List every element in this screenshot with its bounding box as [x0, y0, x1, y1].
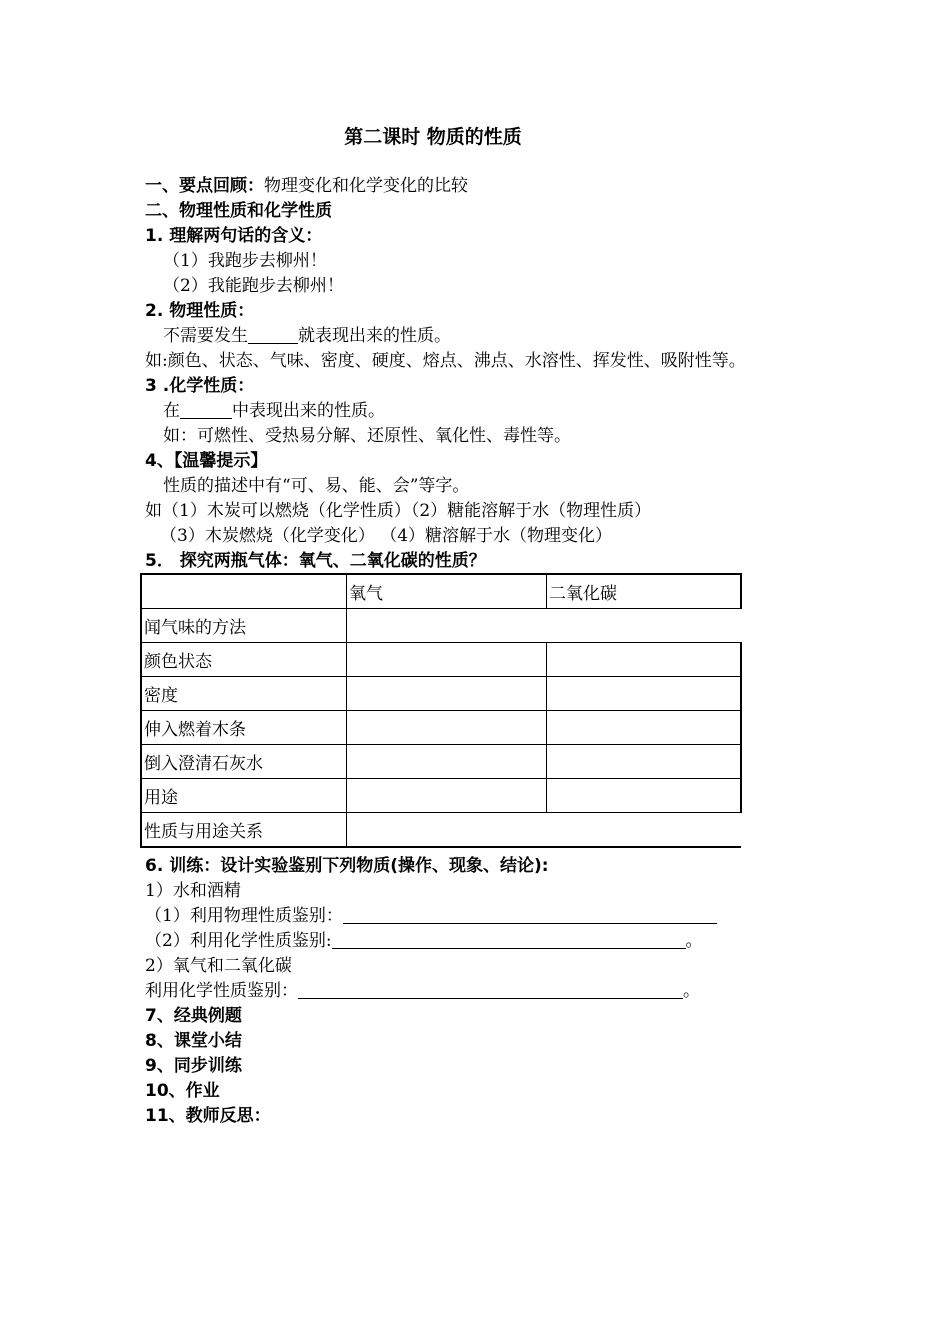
answer-blank-1b[interactable]: [332, 930, 686, 949]
table-row-label: 用途: [141, 779, 347, 813]
table-cell[interactable]: [347, 609, 742, 643]
table-row: [141, 711, 741, 745]
table-cell[interactable]: [547, 643, 742, 677]
question-2: 2）氧气和二氧化碳: [145, 956, 292, 976]
table-row-label: 伸入燃着木条: [141, 711, 347, 745]
table-cell[interactable]: [347, 813, 742, 848]
table-row: [141, 677, 741, 711]
section-properties-heading: 二、物理性质和化学性质: [145, 201, 332, 221]
physical-blank[interactable]: [248, 325, 298, 344]
table-row: [141, 745, 741, 779]
page-title: 第二课时 物质的性质: [344, 126, 522, 148]
section-review: [145, 174, 468, 199]
section-examples: 7、经典例题: [145, 1006, 242, 1026]
chemical-examples: 如：可燃性、受热易分解、还原性、氧化性、毒性等。: [163, 426, 571, 446]
physical-definition-after: 就表现出来的性质。: [298, 326, 451, 346]
question-1b-label: （2）利用化学性质鉴别:: [145, 931, 332, 951]
table-cell[interactable]: [347, 643, 547, 677]
subsection-5-heading: 5． 探究两瓶气体：氧气、二氧化碳的性质？: [145, 551, 486, 571]
question-2a: [145, 979, 700, 1004]
end-mark: 。: [685, 931, 703, 951]
table-cell[interactable]: [347, 779, 547, 813]
question-1b: [145, 929, 703, 954]
table-row: [141, 779, 741, 813]
table-cell[interactable]: [547, 677, 742, 711]
table-header-row: [141, 574, 741, 609]
table-cell[interactable]: [547, 711, 742, 745]
chemical-definition: [163, 399, 385, 424]
sentence-2: （2）我能跑步去柳州！: [163, 276, 344, 296]
section-practice: 9、同步训练: [145, 1056, 242, 1076]
section-review-text: 物理变化和化学变化的比较: [264, 176, 468, 196]
chemical-definition-before: 在: [163, 401, 180, 421]
table-row-label: 闻气味的方法: [141, 609, 347, 643]
physical-definition: [163, 324, 451, 349]
subsection-4-heading: 4、【温馨提示】: [145, 451, 268, 471]
end-mark: 。: [683, 981, 700, 1001]
table-cell[interactable]: [347, 677, 547, 711]
subsection-6-heading: 6. 训练：设计实验鉴别下列物质(操作、现象、结论):: [145, 856, 549, 876]
table-cell[interactable]: [547, 745, 742, 779]
table-row: [141, 609, 741, 643]
sentence-1: （1）我跑步去柳州！: [163, 251, 327, 271]
section-reflection: 11、教师反思：: [145, 1106, 271, 1126]
table-row: [141, 643, 741, 677]
question-1: 1）水和酒精: [145, 881, 241, 901]
table-row: [141, 813, 741, 848]
table-row-label: 倒入澄清石灰水: [141, 745, 347, 779]
physical-examples: 如:颜色、状态、气味、密度、硬度、熔点、沸点、水溶性、挥发性、吸附性等。: [145, 351, 746, 371]
table-cell[interactable]: [547, 779, 742, 813]
physical-definition-before: 不需要发生: [163, 326, 248, 346]
subsection-1-heading: 1. 理解两句话的含义：: [145, 226, 323, 246]
chemical-blank[interactable]: [180, 400, 232, 419]
answer-blank-2a[interactable]: [298, 980, 683, 999]
section-summary: 8、课堂小结: [145, 1031, 242, 1051]
subsection-2-heading: 2. 物理性质：: [145, 301, 255, 321]
tip-line-2: 如（1）木炭可以燃烧（化学性质）（2）糖能溶解于水（物理性质）: [145, 501, 652, 521]
table-header-cell: [141, 574, 347, 609]
table-cell[interactable]: [347, 745, 547, 779]
chemical-definition-after: 中表现出来的性质。: [232, 401, 385, 421]
table-header-cell: 氧气: [347, 574, 547, 609]
table-cell[interactable]: [347, 711, 547, 745]
tip-line-1: 性质的描述中有“可、易、能、会”等字。: [163, 476, 470, 496]
question-1a: [145, 904, 717, 929]
section-review-label: 一、要点回顾：: [145, 176, 264, 196]
table-row-label: 颜色状态: [141, 643, 347, 677]
question-2a-label: 利用化学性质鉴别：: [145, 981, 298, 1001]
table-row-label: 密度: [141, 677, 347, 711]
question-1a-label: （1）利用物理性质鉴别：: [145, 906, 343, 926]
table-row-label: 性质与用途关系: [141, 813, 347, 848]
section-homework: 10、作业: [145, 1081, 220, 1101]
answer-blank-1a[interactable]: [343, 905, 717, 924]
tip-line-3: （3）木炭燃烧（化学变化） （4）糖溶解于水（物理变化）: [160, 526, 613, 546]
subsection-3-heading: 3 .化学性质：: [145, 376, 255, 396]
gas-properties-table: [140, 573, 742, 848]
table-header-cell: 二氧化碳: [547, 574, 742, 609]
